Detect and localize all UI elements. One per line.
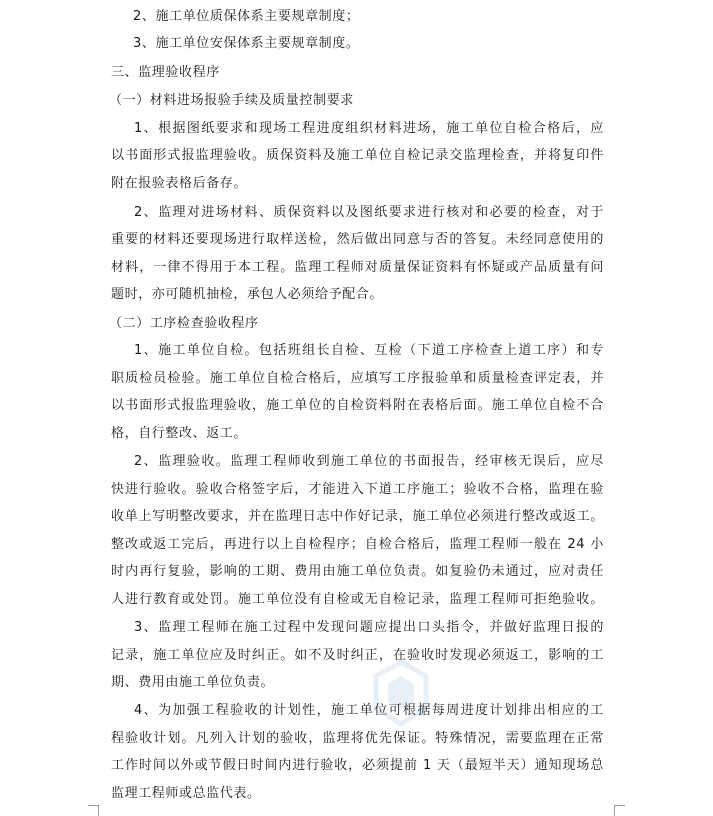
text-line: 题时，亦可随机抽检，承包人必须给予配合。	[111, 287, 384, 302]
text-line: 整改或返工完后，再进行以上自检程序；自检合格后，监理工程师一般在 24 小	[111, 537, 604, 552]
text-line: 以书面形式报监理验收，施工单位的自检资料附在表格后面。施工单位自检不合	[111, 398, 604, 413]
text-line: 快进行验收。验收合格签字后，才能进入下道工序施工；验收不合格，监理在验	[111, 482, 604, 497]
text-line: 程验收计划。凡列入计划的验收，监理将优先保证。特殊情况，需要监理在正常	[111, 731, 604, 746]
subsection-heading: （二）工序检查验收程序	[109, 316, 259, 331]
text-line: 工作时间以外或节假日时间内进行验收，必须提前 1 天（最短半天）通知现场总	[111, 758, 604, 773]
text-line: 收单上写明整改要求，并在监理日志中作好记录，施工单位必须进行整改或返工。	[111, 509, 604, 524]
text-line: 3、施工单位安保体系主要规章制度。	[133, 36, 360, 51]
text-line: 职质检员检验。施工单位自检合格后，应填写工序报验单和质量检查评定表，并	[111, 371, 604, 386]
text-line: 人进行教育或处罚。施工单位没有自检或无自检记录，监理工程师可拒绝验收。	[111, 592, 604, 607]
page-corner-mark	[88, 805, 99, 816]
text-line: 格，自行整改、返工。	[111, 426, 248, 441]
text-line: 2、监理验收。监理工程师收到施工单位的书面报告，经审核无误后，应尽	[134, 454, 604, 469]
text-line: 记录，施工单位应及时纠正。如不及时纠正，在验收时发现必须返工，影响的工	[111, 648, 604, 663]
text-line: 1、根据图纸要求和现场工程进度组织材料进场，施工单位自检合格后，应	[134, 121, 604, 136]
page-corner-mark	[614, 805, 625, 816]
subsection-heading: （一）材料进场报验手续及质量控制要求	[109, 93, 354, 108]
text-line: 时内再行复验，影响的工期、费用由施工单位负责。如复验仍未通过，应对责任	[111, 564, 604, 579]
text-line: 监理工程师或总监代表。	[111, 786, 261, 801]
text-line: 4、为加强工程验收的计划性，施工单位可根据每周进度计划排出相应的工	[134, 703, 604, 718]
text-line: 2、监理对进场材料、质保资料以及图纸要求进行核对和必要的检查，对于	[134, 205, 604, 220]
text-line: 附在报验表格后备存。	[111, 176, 248, 191]
text-line: 1、施工单位自检。包括班组长自检、互检（下道工序检查上道工序）和专	[134, 343, 604, 358]
text-line: 3、监理工程师在施工过程中发现问题应提出口头指令，并做好监理日报的	[134, 620, 604, 635]
text-line: 2、施工单位质保体系主要规章制度；	[133, 9, 360, 24]
section-heading: 三、监理验收程序	[111, 65, 220, 80]
watermark-logo-icon	[366, 658, 436, 728]
text-line: 以书面形式报监理验收。质保资料及施工单位自检记录交监理检查，并将复印件	[111, 148, 604, 163]
text-line: 重要的材料还要现场进行取样送检，然后做出同意与否的答复。未经同意使用的	[111, 232, 604, 247]
text-line: 材料，一律不得用于本工程。监理工程师对质量保证资料有怀疑或产品质量有问	[111, 260, 604, 275]
text-line: 期、费用由施工单位负责。	[111, 675, 275, 690]
